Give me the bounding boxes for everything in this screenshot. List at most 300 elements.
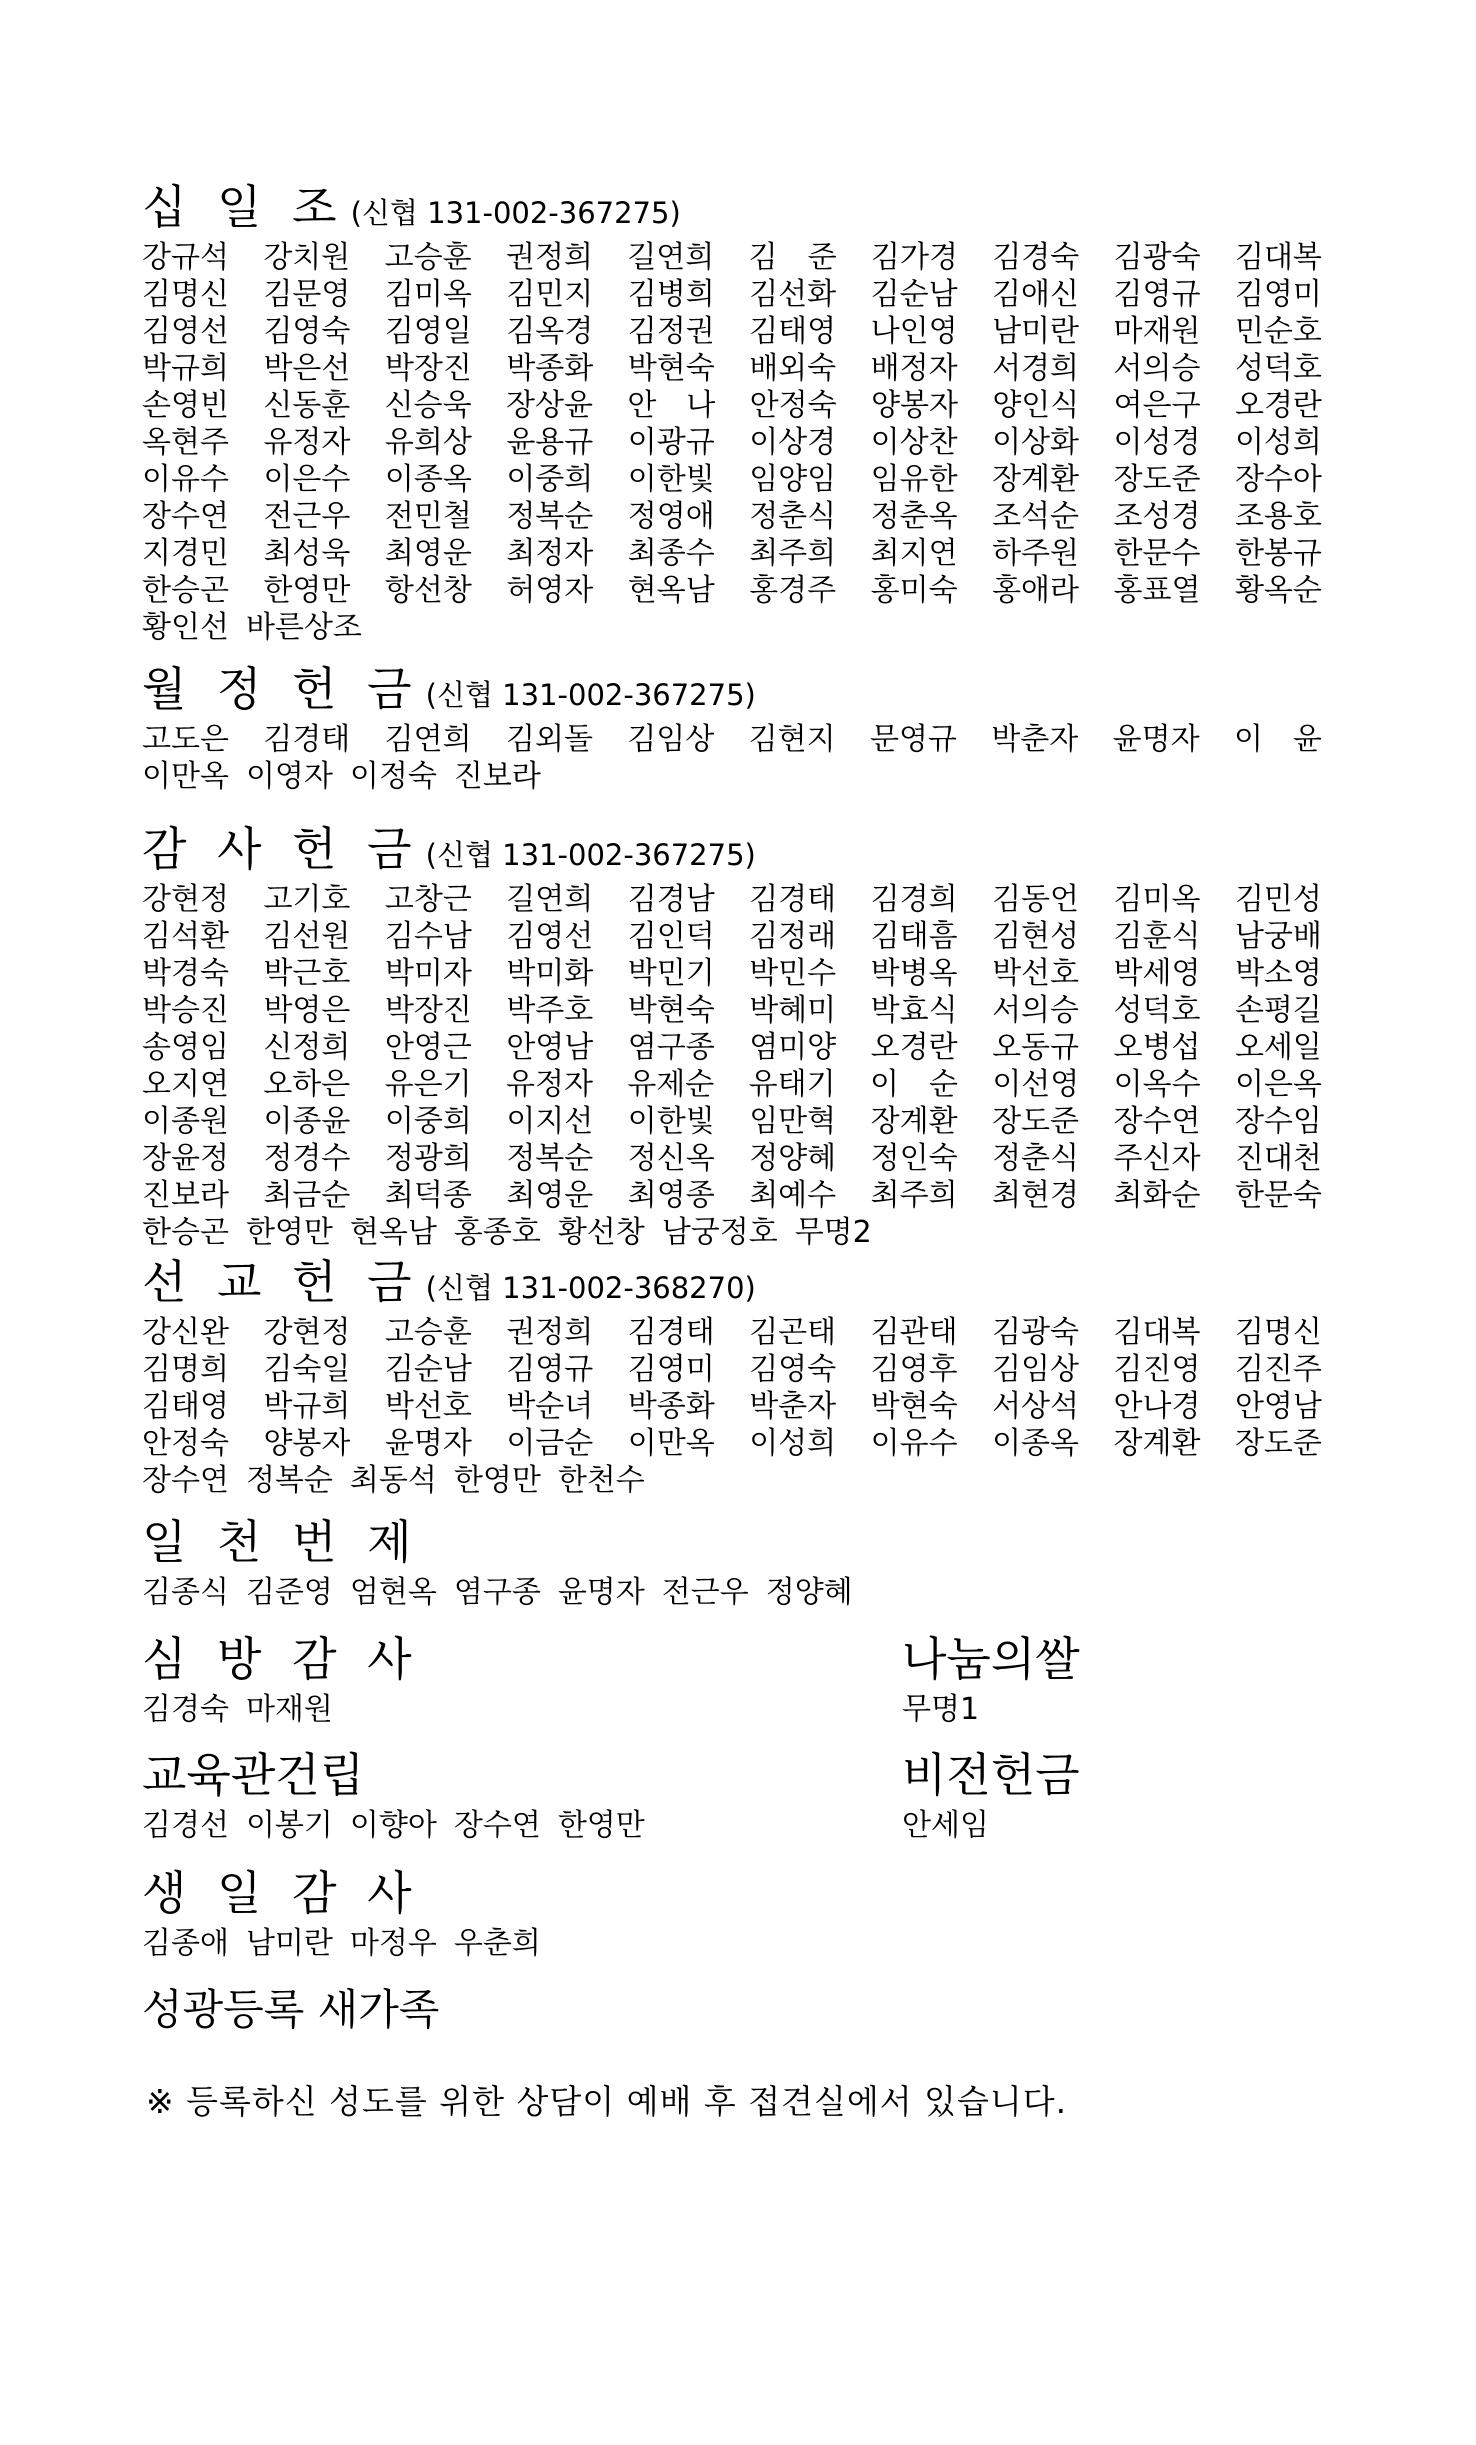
account-number: (신협 131-002-367275)	[425, 838, 756, 872]
donor-name: 지경민	[142, 536, 229, 572]
donor-name: 이성희	[1234, 425, 1322, 461]
name-row	[142, 1029, 1322, 1066]
donor-name: 서의승	[992, 993, 1080, 1029]
donor-name: 유정자	[263, 425, 351, 461]
name-list	[142, 1691, 842, 1728]
donor-name: 최동석	[349, 1463, 437, 1499]
donor-name: 신승욱	[384, 388, 472, 424]
section-heading	[142, 1632, 842, 1687]
donor-name: 안영남	[506, 1030, 594, 1066]
donor-name: 이향아	[349, 1808, 437, 1844]
name-row	[142, 918, 1322, 955]
name-row	[142, 721, 1322, 758]
donor-name: 한문수	[1113, 536, 1201, 572]
donor-name: 배정자	[870, 351, 958, 387]
donor-name: 김영후	[870, 1352, 958, 1388]
donor-name: 우춘희	[453, 1926, 541, 1962]
donor-name: 김광숙	[1113, 240, 1201, 276]
donor-name: 안영근	[384, 1030, 472, 1066]
section-heading	[142, 1866, 1322, 1921]
section-sharing-rice	[902, 1632, 1382, 1728]
donor-name: 김진주	[1234, 1352, 1322, 1388]
name-row	[142, 461, 1322, 498]
donor-name: 이은수	[263, 462, 351, 498]
section-education-building	[142, 1748, 842, 1844]
account-number: (신협 131-002-368270)	[425, 1271, 756, 1305]
donor-name: 남궁배	[1234, 919, 1322, 955]
donor-name: 권정희	[506, 1315, 594, 1351]
donor-name: 오하은	[263, 1067, 351, 1103]
donor-name: 박규희	[142, 351, 229, 387]
donor-name: 정양혜	[765, 1575, 853, 1611]
donor-name: 김영숙	[749, 1352, 837, 1388]
donor-name: 정영애	[627, 499, 715, 535]
donor-name: 마재원	[245, 1692, 333, 1728]
name-list	[902, 1807, 1382, 1844]
donor-name: 박장진	[384, 351, 472, 387]
donor-name: 정복순	[245, 1463, 333, 1499]
donor-name: 민순호	[1234, 314, 1322, 350]
donor-name: 최종수	[627, 536, 715, 572]
donor-name: 김현지	[748, 722, 836, 758]
donor-name: 박선호	[992, 956, 1080, 992]
name-row	[142, 1807, 842, 1844]
donor-name: 김 준	[748, 240, 837, 276]
donor-name: 한영만	[263, 573, 351, 609]
donor-name: 한봉규	[1234, 536, 1322, 572]
donor-name: 장계환	[1113, 1426, 1201, 1462]
name-list	[142, 1925, 1322, 1962]
donor-name: 이선영	[992, 1067, 1080, 1103]
donor-name: 김현성	[992, 919, 1080, 955]
donor-name: 박춘자	[991, 722, 1079, 758]
section-tithe	[142, 180, 1322, 646]
donor-name: 박현숙	[627, 993, 715, 1029]
donor-name: 김영미	[627, 1352, 715, 1388]
donor-name: 장윤정	[142, 1141, 229, 1177]
donor-name: 최지연	[870, 536, 958, 572]
name-row	[142, 498, 1322, 535]
donor-name: 강치원	[263, 240, 351, 276]
section-heading	[902, 1748, 1382, 1803]
donor-name: 안정숙	[142, 1426, 229, 1462]
section-heading	[142, 1748, 842, 1803]
donor-name: 강현정	[263, 1315, 351, 1351]
donor-name: 강현정	[142, 882, 229, 918]
donor-name: 김영규	[506, 1352, 594, 1388]
section-title: 교육관건립	[142, 1748, 365, 1802]
donor-name: 마재원	[1113, 314, 1201, 350]
donor-name: 이영자	[245, 759, 333, 795]
name-row	[142, 992, 1322, 1029]
section-birthday-thanks	[142, 1866, 1322, 1962]
donor-name: 홍경주	[749, 573, 837, 609]
donor-name: 김태영	[749, 314, 837, 350]
name-row	[142, 239, 1322, 276]
donor-name: 하주원	[992, 536, 1080, 572]
donor-name: 박민수	[749, 956, 837, 992]
donor-name: 홍종호	[453, 1215, 541, 1251]
name-list	[902, 1691, 1382, 1728]
donor-name: 황선창	[557, 1215, 645, 1251]
donor-name: 박효식	[870, 993, 958, 1029]
name-row	[142, 1066, 1322, 1103]
donor-name: 임양임	[749, 462, 837, 498]
donor-name: 오경란	[870, 1030, 958, 1066]
donor-name: 염구종	[627, 1030, 715, 1066]
donor-name: 김경태	[627, 1315, 715, 1351]
donor-name: 권정희	[505, 240, 593, 276]
donor-name: 최영운	[506, 1178, 594, 1214]
donor-name: 김관태	[870, 1315, 958, 1351]
donor-name: 한영만	[453, 1463, 541, 1499]
donor-name: 이한빛	[627, 462, 715, 498]
donor-name: 성덕호	[1234, 351, 1322, 387]
donor-name: 양봉자	[263, 1426, 351, 1462]
donor-name: 전민철	[384, 499, 472, 535]
donor-name: 이종원	[142, 1104, 229, 1140]
donor-name: 김영일	[384, 314, 472, 350]
donor-name: 김대복	[1234, 240, 1322, 276]
donor-name: 남미란	[992, 314, 1080, 350]
section-heading	[142, 1515, 1322, 1570]
donor-name: 김영규	[1113, 277, 1201, 313]
donor-name: 안 나	[627, 388, 716, 424]
donor-name: 이정숙	[349, 759, 437, 795]
donor-name: 송영임	[142, 1030, 229, 1066]
donor-name: 김순남	[870, 277, 958, 313]
section-heading	[142, 1255, 1322, 1310]
donor-name: 정양혜	[749, 1141, 837, 1177]
donor-name: 김경남	[627, 882, 715, 918]
donor-name: 최영운	[384, 536, 472, 572]
donor-name: 이유수	[870, 1426, 958, 1462]
name-row	[142, 1314, 1322, 1351]
donor-name: 김순남	[384, 1352, 472, 1388]
donor-name: 이 순	[869, 1067, 958, 1103]
name-row	[902, 1807, 1382, 1844]
name-row	[902, 1691, 1382, 1728]
donor-name: 김석환	[142, 919, 229, 955]
donor-name: 조성경	[1113, 499, 1201, 535]
donor-name: 한영만	[557, 1808, 645, 1844]
name-list	[142, 881, 1322, 1251]
donor-name: 최주희	[870, 1178, 958, 1214]
section-title: 심 방 감 사	[142, 1632, 420, 1686]
donor-name: 윤명자	[1112, 722, 1200, 758]
donor-name: 고승훈	[384, 1315, 472, 1351]
section-title: 월 정 헌 금	[142, 662, 420, 716]
name-row	[142, 350, 1322, 387]
donor-name: 황옥순	[1234, 573, 1322, 609]
donor-name: 박미자	[384, 956, 472, 992]
donor-name: 홍미숙	[870, 573, 958, 609]
donor-name: 유태기	[748, 1067, 836, 1103]
donor-name: 이상경	[749, 425, 837, 461]
donor-name: 정복순	[506, 1141, 594, 1177]
donor-name: 김훈식	[1113, 919, 1201, 955]
donor-name: 성덕호	[1113, 993, 1201, 1029]
name-row	[142, 1177, 1322, 1214]
section-heading	[142, 1985, 1322, 2035]
donor-name: 염구종	[453, 1575, 541, 1611]
donor-name: 김수남	[384, 919, 472, 955]
donor-name: 유은기	[384, 1067, 472, 1103]
section-monthly-offering	[142, 662, 1322, 795]
donor-name: 신동훈	[263, 388, 351, 424]
donor-name: 임유한	[870, 462, 958, 498]
section-title: 선 교 헌 금	[142, 1255, 420, 1309]
donor-name: 박규희	[263, 1389, 351, 1425]
donor-name: 김영숙	[263, 314, 351, 350]
section-title: 생 일 감 사	[142, 1866, 420, 1920]
section-heading	[142, 822, 1322, 877]
donor-name: 현옥남	[627, 573, 715, 609]
donor-name: 김종애	[142, 1926, 229, 1962]
donor-name: 이중희	[384, 1104, 472, 1140]
donor-name: 남궁정호	[661, 1215, 778, 1251]
name-row	[142, 609, 1322, 646]
donor-name: 이봉기	[245, 1808, 333, 1844]
name-row	[142, 424, 1322, 461]
donor-name: 박경숙	[142, 956, 229, 992]
donor-name: 김경태	[749, 882, 837, 918]
donor-name: 오병섭	[1113, 1030, 1201, 1066]
donor-name: 안영남	[1234, 1389, 1322, 1425]
donor-name: 김명희	[142, 1352, 229, 1388]
account-number: (신협 131-002-367275)	[425, 678, 756, 712]
name-row	[142, 758, 1322, 795]
name-row	[142, 1388, 1322, 1425]
donor-name: 고도은	[142, 722, 229, 758]
donor-name: 주신자	[1113, 1141, 1201, 1177]
donor-name: 장수연	[142, 1463, 229, 1499]
section-thousand-offering	[142, 1515, 1322, 1611]
donor-name: 김병희	[627, 277, 715, 313]
donor-name: 항선창	[384, 573, 472, 609]
donor-name: 장수연	[453, 1808, 541, 1844]
donor-name: 이종옥	[384, 462, 472, 498]
section-title: 성광등록 새가족	[142, 1985, 440, 2034]
donor-name: 윤명자	[557, 1575, 645, 1611]
donor-name: 이유수	[142, 462, 229, 498]
donor-name: 김미옥	[384, 277, 472, 313]
donor-name: 조석순	[992, 499, 1080, 535]
consultation-notice: ※ 등록하신 성도를 위한 상담이 예배 후 접견실에서 있습니다.	[146, 2082, 1068, 2121]
donor-name: 김외돌	[505, 722, 593, 758]
account-number: (신협 131-002-367275)	[350, 196, 681, 230]
donor-name: 박춘자	[749, 1389, 837, 1425]
donor-name: 고기호	[263, 882, 351, 918]
donor-name: 김영미	[1234, 277, 1322, 313]
donor-name: 박미화	[506, 956, 594, 992]
donor-name: 정춘옥	[870, 499, 958, 535]
donor-name: 김준영	[245, 1575, 333, 1611]
donor-name: 현옥남	[349, 1215, 437, 1251]
donor-name: 박소영	[1234, 956, 1322, 992]
name-row	[142, 1214, 1322, 1251]
donor-name: 손평길	[1234, 993, 1322, 1029]
donor-name: 최성욱	[263, 536, 351, 572]
donor-name: 정경수	[263, 1141, 351, 1177]
donor-name: 박민기	[627, 956, 715, 992]
donor-name: 여은구	[1113, 388, 1201, 424]
donor-name: 김경태	[263, 722, 351, 758]
donor-name: 조용호	[1234, 499, 1322, 535]
donor-name: 최화순	[1113, 1178, 1201, 1214]
donor-name: 정광희	[384, 1141, 472, 1177]
donor-name: 김문영	[263, 277, 351, 313]
donor-name: 김민지	[506, 277, 594, 313]
donor-name: 한천수	[557, 1463, 645, 1499]
name-row	[142, 387, 1322, 424]
name-row	[142, 1351, 1322, 1388]
donor-name: 한영만	[245, 1215, 333, 1251]
donor-name: 이옥수	[1113, 1067, 1201, 1103]
donor-name: 박종화	[506, 351, 594, 387]
section-vision-offering	[902, 1748, 1382, 1844]
donor-name: 김임상	[627, 722, 715, 758]
donor-name: 김가경	[870, 240, 958, 276]
donor-name: 김선원	[263, 919, 351, 955]
donor-name: 김경희	[870, 882, 958, 918]
donor-name: 이중희	[506, 462, 594, 498]
donor-name: 나인영	[870, 314, 958, 350]
donor-name: 옥현주	[142, 425, 229, 461]
donor-name: 최정자	[506, 536, 594, 572]
name-row	[142, 1425, 1322, 1462]
donor-name: 황인선	[142, 610, 229, 646]
donor-name: 김숙일	[263, 1352, 351, 1388]
donor-name: 마정우	[349, 1926, 437, 1962]
section-title: 십 일 조	[142, 180, 345, 234]
donor-name: 장수연	[1113, 1104, 1201, 1140]
donor-name: 최예수	[749, 1178, 837, 1214]
donor-name: 한승곤	[142, 1215, 229, 1251]
donor-name: 장도준	[1113, 462, 1201, 498]
section-mission-offering	[142, 1255, 1322, 1499]
donor-name: 고승훈	[384, 240, 472, 276]
donor-name: 장상윤	[505, 388, 593, 424]
donor-name: 정인숙	[870, 1141, 958, 1177]
donor-name: 정복순	[506, 499, 594, 535]
donor-name: 김광숙	[992, 1315, 1080, 1351]
donor-name: 전근우	[661, 1575, 749, 1611]
donor-name: 장수임	[1234, 1104, 1322, 1140]
section-title: 일 천 번 제	[142, 1515, 420, 1569]
donor-name: 이성경	[1113, 425, 1201, 461]
donor-name: 김영선	[506, 919, 594, 955]
donor-name: 이성희	[749, 1426, 837, 1462]
donor-name: 길연희	[506, 882, 594, 918]
donor-name: 장계환	[992, 462, 1080, 498]
name-row	[142, 1691, 842, 1728]
name-list	[142, 721, 1322, 795]
donor-name: 임만혁	[749, 1104, 837, 1140]
donor-name: 오지연	[142, 1067, 229, 1103]
donor-name: 이은옥	[1234, 1067, 1322, 1103]
donor-name: 박영은	[263, 993, 351, 1029]
donor-name: 바른상조	[245, 610, 362, 646]
donor-name: 김연희	[384, 722, 472, 758]
donor-name: 김동언	[992, 882, 1080, 918]
donor-name: 무명1	[902, 1692, 980, 1728]
donor-name: 유제순	[627, 1067, 715, 1103]
donor-name: 이종윤	[263, 1104, 351, 1140]
name-list	[142, 1807, 842, 1844]
donor-name: 장수아	[1234, 462, 1322, 498]
donor-name: 안나경	[1113, 1389, 1201, 1425]
name-row	[142, 881, 1322, 918]
donor-name: 이상찬	[870, 425, 958, 461]
donor-name: 이만옥	[142, 759, 229, 795]
donor-name: 김경선	[142, 1808, 229, 1844]
donor-name: 이지선	[506, 1104, 594, 1140]
donor-name: 김인덕	[627, 919, 715, 955]
donor-name: 김민성	[1234, 882, 1322, 918]
donor-name: 유희상	[384, 425, 472, 461]
donor-name: 박근호	[263, 956, 351, 992]
donor-name: 김정래	[749, 919, 837, 955]
donor-name: 무명2	[794, 1215, 872, 1251]
donor-name: 이금순	[506, 1426, 594, 1462]
donor-name: 양인식	[992, 388, 1080, 424]
donor-name: 이한빛	[627, 1104, 715, 1140]
donor-name: 홍애라	[992, 573, 1080, 609]
donor-name: 이만옥	[627, 1426, 715, 1462]
donor-name: 장계환	[870, 1104, 958, 1140]
name-list	[142, 1574, 1322, 1611]
name-row	[142, 1103, 1322, 1140]
name-row	[142, 535, 1322, 572]
donor-name: 최영종	[627, 1178, 715, 1214]
donor-name: 최현경	[992, 1178, 1080, 1214]
donor-name: 고창근	[384, 882, 472, 918]
donor-name: 장도준	[1234, 1426, 1322, 1462]
donor-name: 박주호	[506, 993, 594, 1029]
donor-name: 박순녀	[506, 1389, 594, 1425]
donor-name: 박세영	[1113, 956, 1201, 992]
donor-name: 신정희	[263, 1030, 351, 1066]
donor-name: 박종화	[627, 1389, 715, 1425]
name-row	[142, 1462, 1322, 1499]
name-row	[142, 1574, 1322, 1611]
donor-name: 정춘식	[749, 499, 837, 535]
donor-name: 박혜미	[749, 993, 837, 1029]
name-list	[142, 239, 1322, 646]
section-new-family	[142, 1985, 1322, 2035]
donor-name: 손영빈	[142, 388, 229, 424]
donor-name: 최주희	[749, 536, 837, 572]
donor-name: 김정권	[627, 314, 715, 350]
donor-name: 한문숙	[1234, 1178, 1322, 1214]
donor-name: 윤명자	[384, 1426, 472, 1462]
section-heading	[142, 662, 1322, 717]
donor-name: 양봉자	[870, 388, 958, 424]
donor-name: 진보라	[453, 759, 541, 795]
donor-name: 진대천	[1234, 1141, 1322, 1177]
donor-name: 이 윤	[1233, 722, 1322, 758]
donor-name: 서의승	[1113, 351, 1201, 387]
donor-name: 김영선	[142, 314, 229, 350]
donor-name: 진보라	[142, 1178, 229, 1214]
name-row	[142, 276, 1322, 313]
donor-name: 김곤태	[749, 1315, 837, 1351]
donor-name: 강규석	[142, 240, 229, 276]
donor-name: 박현숙	[870, 1389, 958, 1425]
donor-name: 김선화	[749, 277, 837, 313]
donor-name: 남미란	[245, 1926, 333, 1962]
